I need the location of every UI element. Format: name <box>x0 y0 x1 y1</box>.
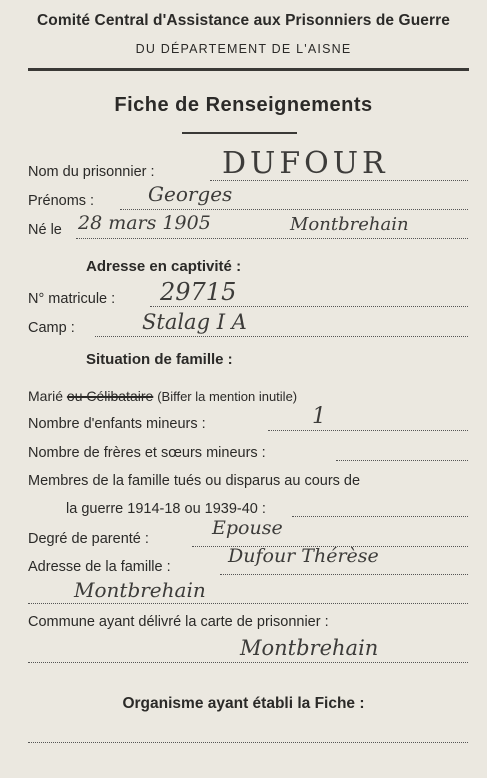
family-heading: Situation de famille : <box>86 351 233 368</box>
first-names-line <box>120 209 468 210</box>
family-address-line2 <box>28 603 468 604</box>
camp-line <box>95 336 468 337</box>
marital-note: (Biffer la mention inutile) <box>157 389 298 404</box>
family-address-value-line1: Dufour Thérèse <box>228 545 379 567</box>
prisoner-name-label: Nom du prisonnier : <box>28 164 155 180</box>
matricule-label: N° matricule : <box>28 291 116 307</box>
family-address-value-line2: Montbrehain <box>74 578 206 602</box>
missing-members-line <box>292 516 468 517</box>
children-line <box>268 430 468 431</box>
relation-value: Epouse <box>212 517 283 539</box>
born-label: Né le <box>28 222 62 238</box>
birth-date-value: 28 mars 1905 <box>78 212 211 234</box>
prisoner-name-line <box>210 180 468 181</box>
captivity-heading: Adresse en captivité : <box>86 258 242 275</box>
organisation-label: Organisme ayant établi la Fiche : <box>122 695 365 712</box>
children-label: Nombre d'enfants mineurs : <box>28 416 206 432</box>
prisoner-name-value: DUFOUR <box>222 146 389 181</box>
family-address-line1 <box>220 574 468 575</box>
matricule-line <box>150 306 468 307</box>
marital-status <box>28 388 297 404</box>
missing-members-label-line2: la guerre 1914-18 ou 1939-40 : <box>66 501 266 517</box>
committee-title: Comité Central d'Assistance aux Prisonniers de Guerre <box>37 12 450 29</box>
commune-value: Montbrehain <box>240 636 379 660</box>
relation-label: Degré de parenté : <box>28 531 149 547</box>
born-line <box>76 238 468 239</box>
family-address-label: Adresse de la famille : <box>28 559 171 575</box>
marital-married: Marié <box>28 388 64 404</box>
title-underline <box>182 132 297 134</box>
form-title: Fiche de Renseignements <box>114 94 373 116</box>
commune-label: Commune ayant délivré la carte de prisonnier : <box>28 614 329 630</box>
header-divider <box>28 68 469 71</box>
first-names-label: Prénoms : <box>28 193 95 209</box>
first-names-value: Georges <box>148 182 233 206</box>
siblings-line <box>336 460 468 461</box>
organisation-line <box>28 742 468 743</box>
department-subtitle: DU DÉPARTEMENT DE L'AISNE <box>135 42 352 56</box>
camp-value: Stalag I A <box>142 310 247 334</box>
missing-members-label-line1: Membres de la famille tués ou disparus au cours de <box>28 473 361 489</box>
siblings-label: Nombre de frères et sœurs mineurs : <box>28 445 266 461</box>
children-value: 1 <box>312 404 326 429</box>
camp-label: Camp : <box>28 320 75 336</box>
commune-line <box>28 662 468 663</box>
marital-single-struck: ou Célibataire <box>66 388 154 404</box>
matricule-value: 29715 <box>160 278 237 306</box>
birth-place-value: Montbrehain <box>290 214 409 235</box>
